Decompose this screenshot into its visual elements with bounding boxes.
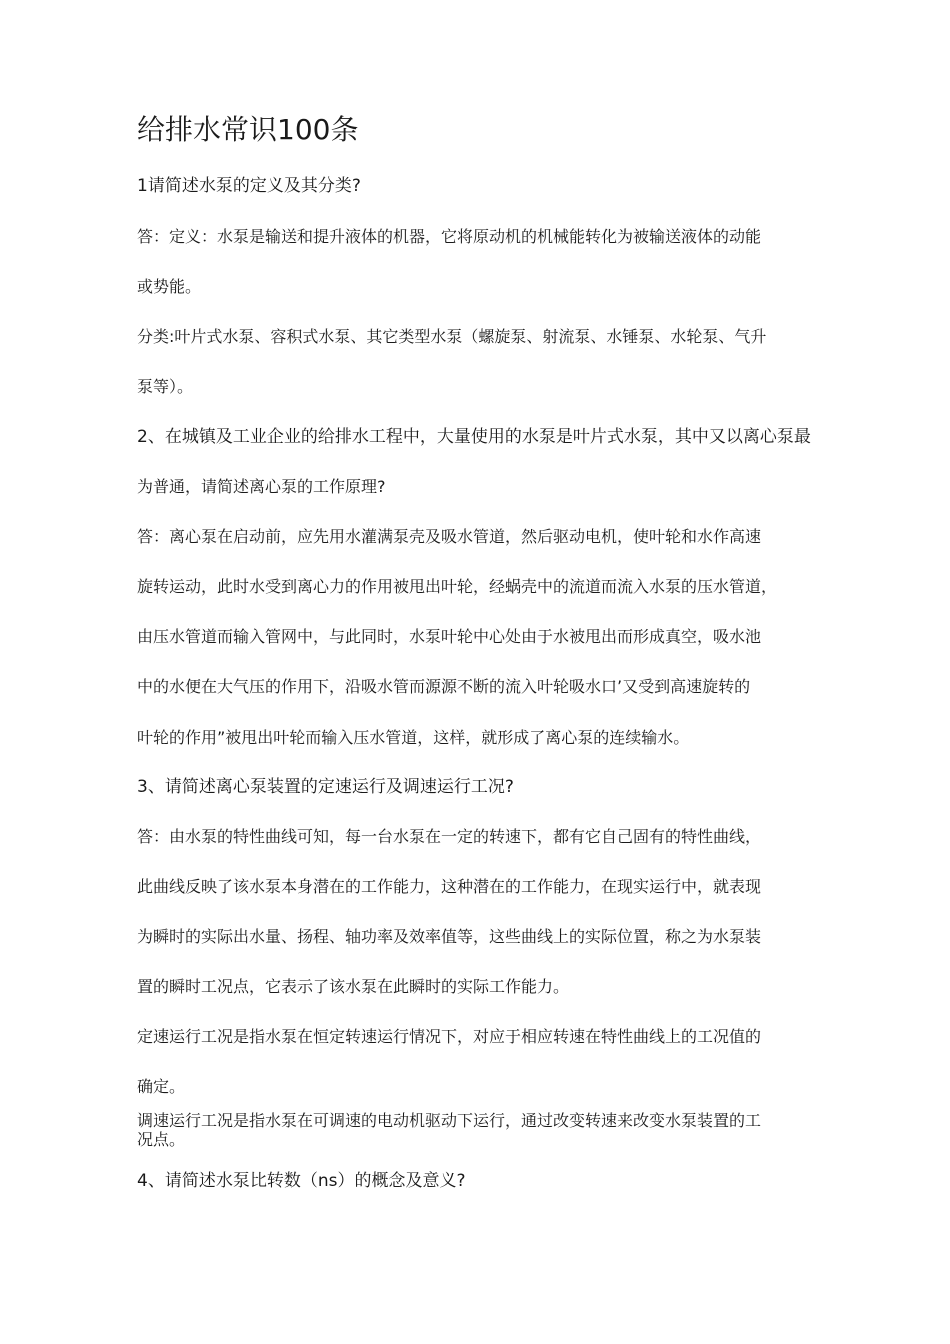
- answer-1-classification-line-1: 分类:叶片式水泵、容积式水泵、其它类型水泵（螺旋泵、射流泵、水锤泵、水轮泵、气升: [137, 327, 767, 346]
- answer-3-variable-speed-line-1: 调速运行工况是指水泵在可调速的电动机驱动下运行，通过改变转速来改变水泵装置的工: [137, 1111, 762, 1130]
- document-title: 给排水常识100条: [137, 113, 359, 146]
- answer-1-definition-line-1: 答：定义：水泵是输送和提升液体的机器，它将原动机的机械能转化为被输送液体的动能: [137, 227, 762, 246]
- answer-2-line-3: 由压水管道而输入管网中，与此同时，水泵叶轮中心处由于水被甩出而形成真空，吸水池: [137, 627, 762, 646]
- answer-3-line-1: 答：由水泵的特性曲线可知，每一台水泵在一定的转速下，都有它自己固有的特性曲线，: [137, 827, 762, 846]
- question-3: 3、请简述离心泵装置的定速运行及调速运行工况?: [137, 777, 514, 797]
- question-4: 4、请简述水泵比转数（ns）的概念及意义?: [137, 1171, 466, 1191]
- answer-3-fixed-speed-line-2: 确定。: [137, 1077, 186, 1096]
- answer-3-variable-speed-line-2: 况点。: [137, 1130, 186, 1149]
- answer-3-line-3: 为瞬时的实际出水量、扬程、轴功率及效率值等，这些曲线上的实际位置，称之为水泵装: [137, 927, 762, 946]
- answer-2-line-5: 叶轮的作用”被甩出叶轮而输入压水管道，这样，就形成了离心泵的连续输水。: [137, 728, 690, 747]
- answer-3-line-2: 此曲线反映了该水泵本身潜在的工作能力，这种潜在的工作能力，在现实运行中，就表现: [137, 877, 762, 896]
- answer-3-fixed-speed-line-1: 定速运行工况是指水泵在恒定转速运行情况下，对应于相应转速在特性曲线上的工况值的: [137, 1027, 762, 1046]
- answer-1-classification-line-2: 泵等）。: [137, 377, 194, 396]
- answer-2-line-4: 中的水便在大气压的作用下，沿吸水管而源源不断的流入叶轮吸水口’又受到高速旋转的: [137, 677, 751, 696]
- question-2-line-2: 为普通，请简述离心泵的工作原理?: [137, 477, 386, 496]
- answer-2-line-2: 旋转运动，此时水受到离心力的作用被甩出叶轮，经蜗壳中的流道而流入水泵的压水管道，: [137, 577, 778, 596]
- question-2-line-1: 2、在城镇及工业企业的给排水工程中，大量使用的水泵是叶片式水泵，其中又以离心泵最: [137, 427, 811, 447]
- answer-2-line-1: 答：离心泵在启动前，应先用水灌满泵壳及吸水管道，然后驱动电机，使叶轮和水作高速: [137, 527, 762, 546]
- answer-1-definition-line-2: 或势能。: [137, 277, 202, 296]
- answer-3-line-4: 置的瞬时工况点，它表示了该水泵在此瞬时的实际工作能力。: [137, 977, 570, 996]
- question-1: 1请简述水泵的定义及其分类?: [137, 176, 361, 196]
